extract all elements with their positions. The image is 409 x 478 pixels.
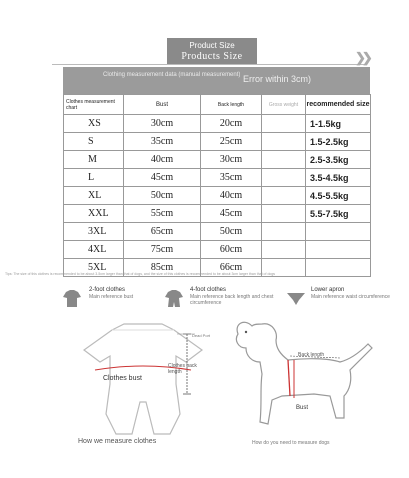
cell-rec: 5.5-7.5kg — [306, 205, 371, 223]
legend-4foot — [190, 287, 280, 306]
cell-back: 50cm — [201, 223, 262, 241]
cell-size: 4XL — [64, 241, 124, 259]
cell-bust: 30cm — [124, 115, 201, 133]
table-row — [64, 241, 371, 259]
legend-apron — [311, 287, 396, 300]
cell-rec: 4.5-5.5kg — [306, 187, 371, 205]
cell-bust: 55cm — [124, 205, 201, 223]
legend-2foot-title: 2-foot clothes — [89, 287, 126, 293]
cell-size: XL — [64, 187, 124, 205]
cell-weight — [262, 133, 306, 151]
measurement-band — [63, 67, 370, 94]
cell-size: 5XL — [64, 259, 124, 277]
header-title-cn: Product Size — [189, 41, 235, 50]
cell-bust: 45cm — [124, 169, 201, 187]
cell-bust: 50cm — [124, 187, 201, 205]
label-dog-bust: Bust — [296, 405, 309, 411]
cell-weight — [262, 169, 306, 187]
dog-diagram — [232, 318, 382, 438]
caption-dog: How do you need to measure dogs — [252, 440, 330, 446]
header-weight: Gross weight — [262, 95, 306, 115]
cell-weight — [262, 241, 306, 259]
header-size: Clothes measurement chart — [64, 95, 124, 115]
cell-bust: 65cm — [124, 223, 201, 241]
tips-text: Tips: The size of this clothes is recommended to be about 3-5cm larger than that of dogs, and the size of this clothes is recommended to be about 3cm larger than that of dogs — [5, 272, 276, 276]
cell-rec — [306, 223, 371, 241]
header-title-en: Products Size — [181, 51, 243, 62]
header-back: Back length — [201, 95, 262, 115]
cell-bust: 85cm — [124, 259, 201, 277]
label-clothes-back: Clothes back length — [168, 363, 197, 375]
cell-rec: 1.5-2.5kg — [306, 133, 371, 151]
cell-rec: 2.5-3.5kg — [306, 151, 371, 169]
table-row — [64, 115, 371, 133]
label-neck: Dead Port — [192, 333, 211, 338]
clothes-diagram — [62, 322, 222, 440]
cell-weight — [262, 205, 306, 223]
cell-size: L — [64, 169, 124, 187]
cell-bust: 75cm — [124, 241, 201, 259]
cell-size: XXL — [64, 205, 124, 223]
table-row — [64, 151, 371, 169]
legend-4foot-title: 4-foot clothes — [190, 287, 227, 293]
header-recommended: recommended size — [306, 95, 371, 115]
cell-back: 66cm — [201, 259, 262, 277]
legend-apron-desc: Main reference waist circumference — [311, 294, 390, 300]
caption-clothes: How we measure clothes — [78, 438, 157, 445]
shirt-icon — [62, 290, 82, 308]
cell-back: 45cm — [201, 205, 262, 223]
cell-size: S — [64, 133, 124, 151]
cell-back: 40cm — [201, 187, 262, 205]
table-row — [64, 223, 371, 241]
table-header — [64, 95, 371, 115]
cell-bust: 40cm — [124, 151, 201, 169]
cell-bust: 35cm — [124, 133, 201, 151]
size-table — [63, 94, 371, 277]
cell-rec: 1-1.5kg — [306, 115, 371, 133]
cell-weight — [262, 223, 306, 241]
cell-size: M — [64, 151, 124, 169]
apron-icon — [286, 290, 306, 306]
label-clothes-bust: Clothes bust — [103, 375, 142, 382]
cell-back: 25cm — [201, 133, 262, 151]
legend-2foot-desc: Main reference bust — [89, 294, 134, 300]
cell-rec: 3.5-4.5kg — [306, 169, 371, 187]
table-row — [64, 169, 371, 187]
legend-4foot-desc: Main reference back length and chest circumference — [190, 294, 274, 306]
table-row — [64, 133, 371, 151]
cell-size: XS — [64, 115, 124, 133]
cell-weight — [262, 187, 306, 205]
cell-back: 20cm — [201, 115, 262, 133]
label-dog-back: Back length — [298, 352, 325, 358]
cell-weight — [262, 151, 306, 169]
cell-size: 3XL — [64, 223, 124, 241]
header-bust: Bust — [124, 95, 201, 115]
band-note: Clothing measurement data (manual measurement) — [103, 72, 241, 78]
header-divider — [52, 64, 367, 65]
header-label — [167, 38, 257, 64]
band-error: Error within 3cm) — [243, 74, 312, 84]
jumpsuit-icon — [164, 290, 184, 308]
cell-weight — [262, 115, 306, 133]
cell-rec — [306, 241, 371, 259]
legend-apron-title: Lower apron — [311, 287, 345, 293]
table-row — [64, 205, 371, 223]
cell-back: 30cm — [201, 151, 262, 169]
cell-back: 35cm — [201, 169, 262, 187]
chevron-right-icon: ❯❯ — [355, 50, 369, 65]
legend-2foot — [89, 287, 167, 300]
cell-back: 60cm — [201, 241, 262, 259]
table-row — [64, 187, 371, 205]
